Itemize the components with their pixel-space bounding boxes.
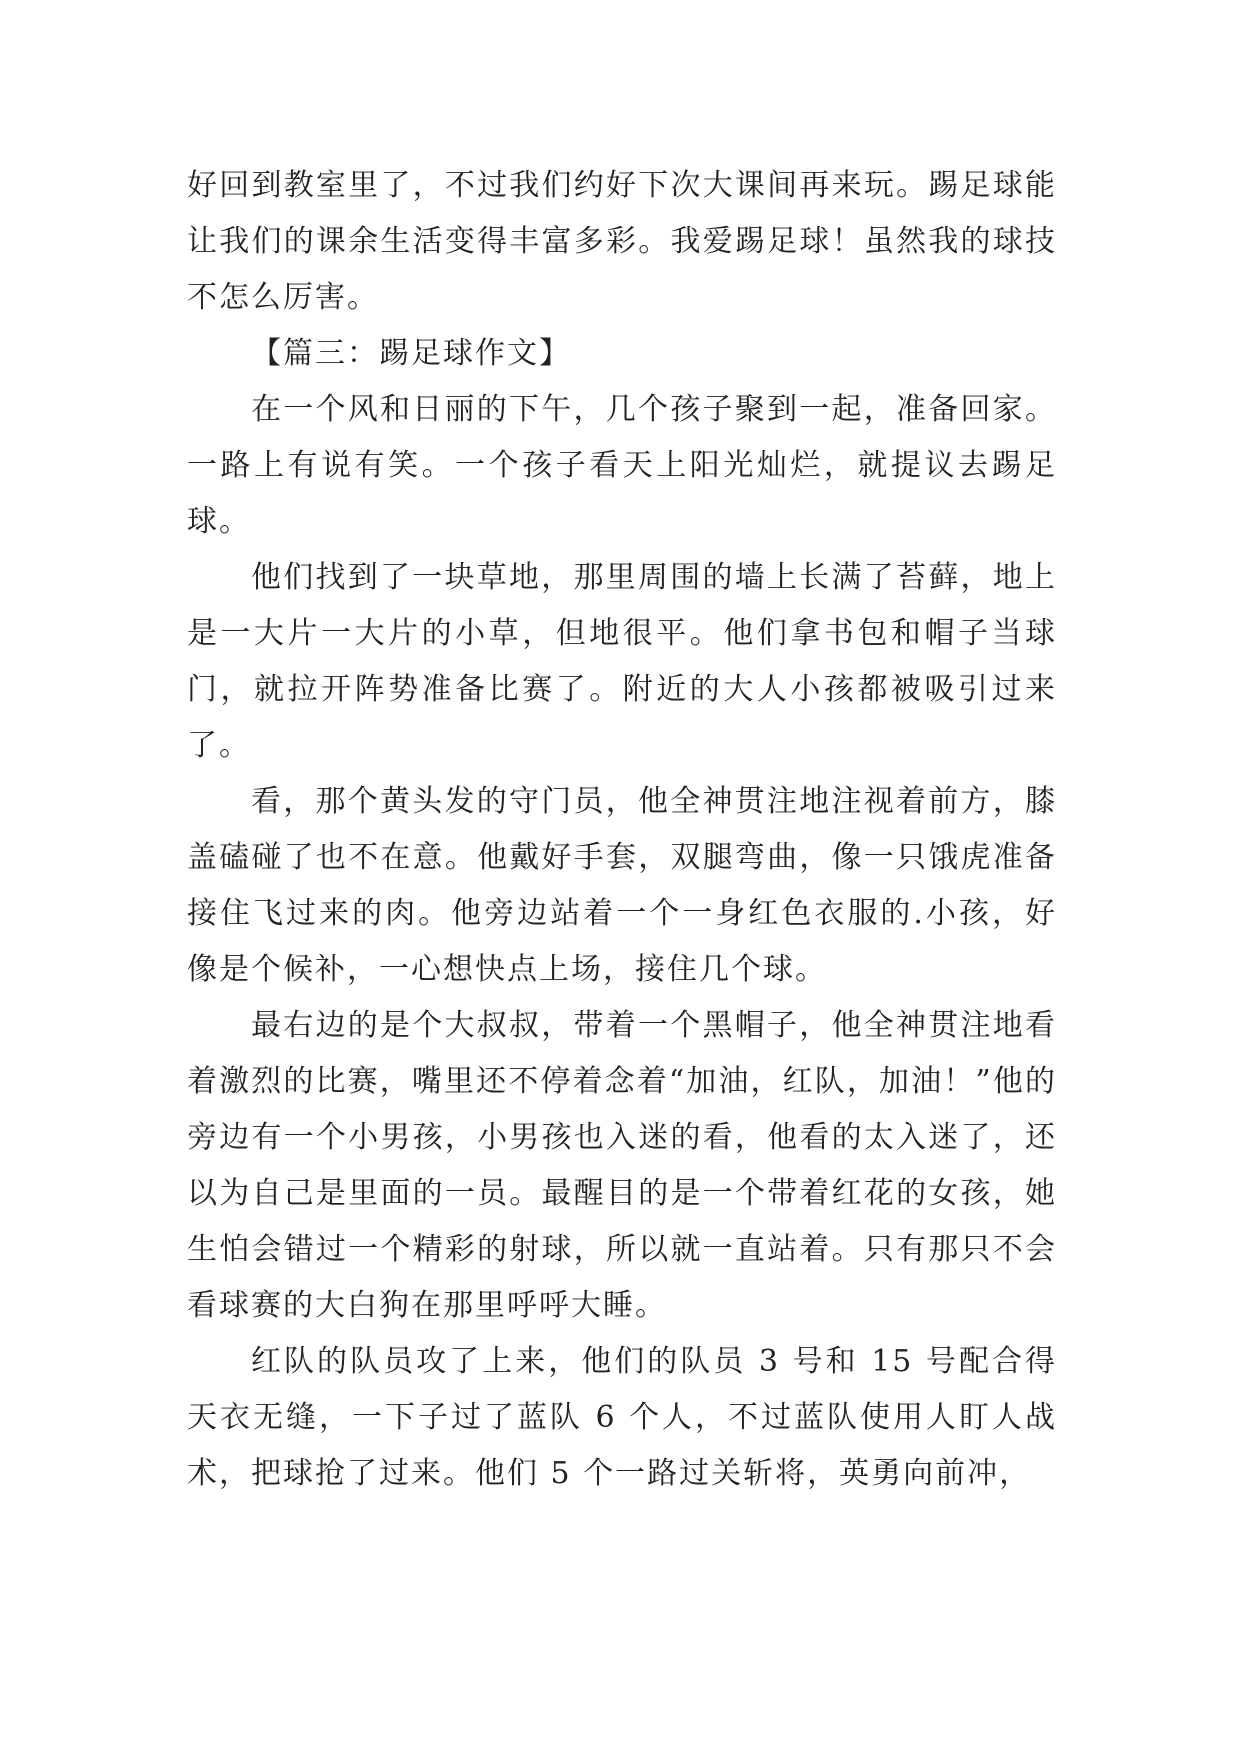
paragraph-grass-field: 他们找到了一块草地，那里周围的墙上长满了苔藓，地上是一大片一大片的小草，但地很平。他们拿书包和帽子当球门，就拉开阵势准备比赛了。附近的大人小孩都被吸引过来了。 (187, 560, 1057, 763)
document-body (187, 158, 1057, 1502)
section-heading: 【篇三：踢足球作文】 (251, 336, 571, 371)
paragraph-continuation: 好回到教室里了，不过我们约好下次大课间再来玩。踢足球能让我们的课余生活变得丰富多彩。我爱踢足球！虽然我的球技不怎么厉害。 (187, 168, 1057, 315)
paragraph-red-team-attack: 红队的队员攻了上来，他们的队员 3 号和 15 号配合得天衣无缝，一下子过了蓝队 6 个人，不过蓝队使用人盯人战术，把球抢了过来。他们 5 个一路过关斩将，英勇向前冲， (187, 1344, 1057, 1491)
paragraph-afternoon: 在一个风和日丽的下午，几个孩子聚到一起，准备回家。一路上有说有笑。一个孩子看天上阳光灿烂，就提议去踢足球。 (187, 392, 1057, 539)
paragraph-goalkeeper: 看，那个黄头发的守门员，他全神贯注地注视着前方，膝盖磕碰了也不在意。他戴好手套，双腿弯曲，像一只饿虎准备接住飞过来的肉。他旁边站着一个一身红色衣服的.小孩，好像是个候补，一心想快点上场，接住几个球。 (187, 784, 1057, 987)
paragraph-spectators: 最右边的是个大叔叔，带着一个黑帽子，他全神贯注地看着激烈的比赛，嘴里还不停着念着“加油，红队，加油！”他的旁边有一个小男孩，小男孩也入迷的看，他看的太入迷了，还以为自己是里面的一员。最醒目的是一个带着红花的女孩，她生怕会错过一个精彩的射球，所以就一直站着。只有那只不会看球赛的大白狗在那里呼呼大睡。 (187, 1008, 1057, 1323)
